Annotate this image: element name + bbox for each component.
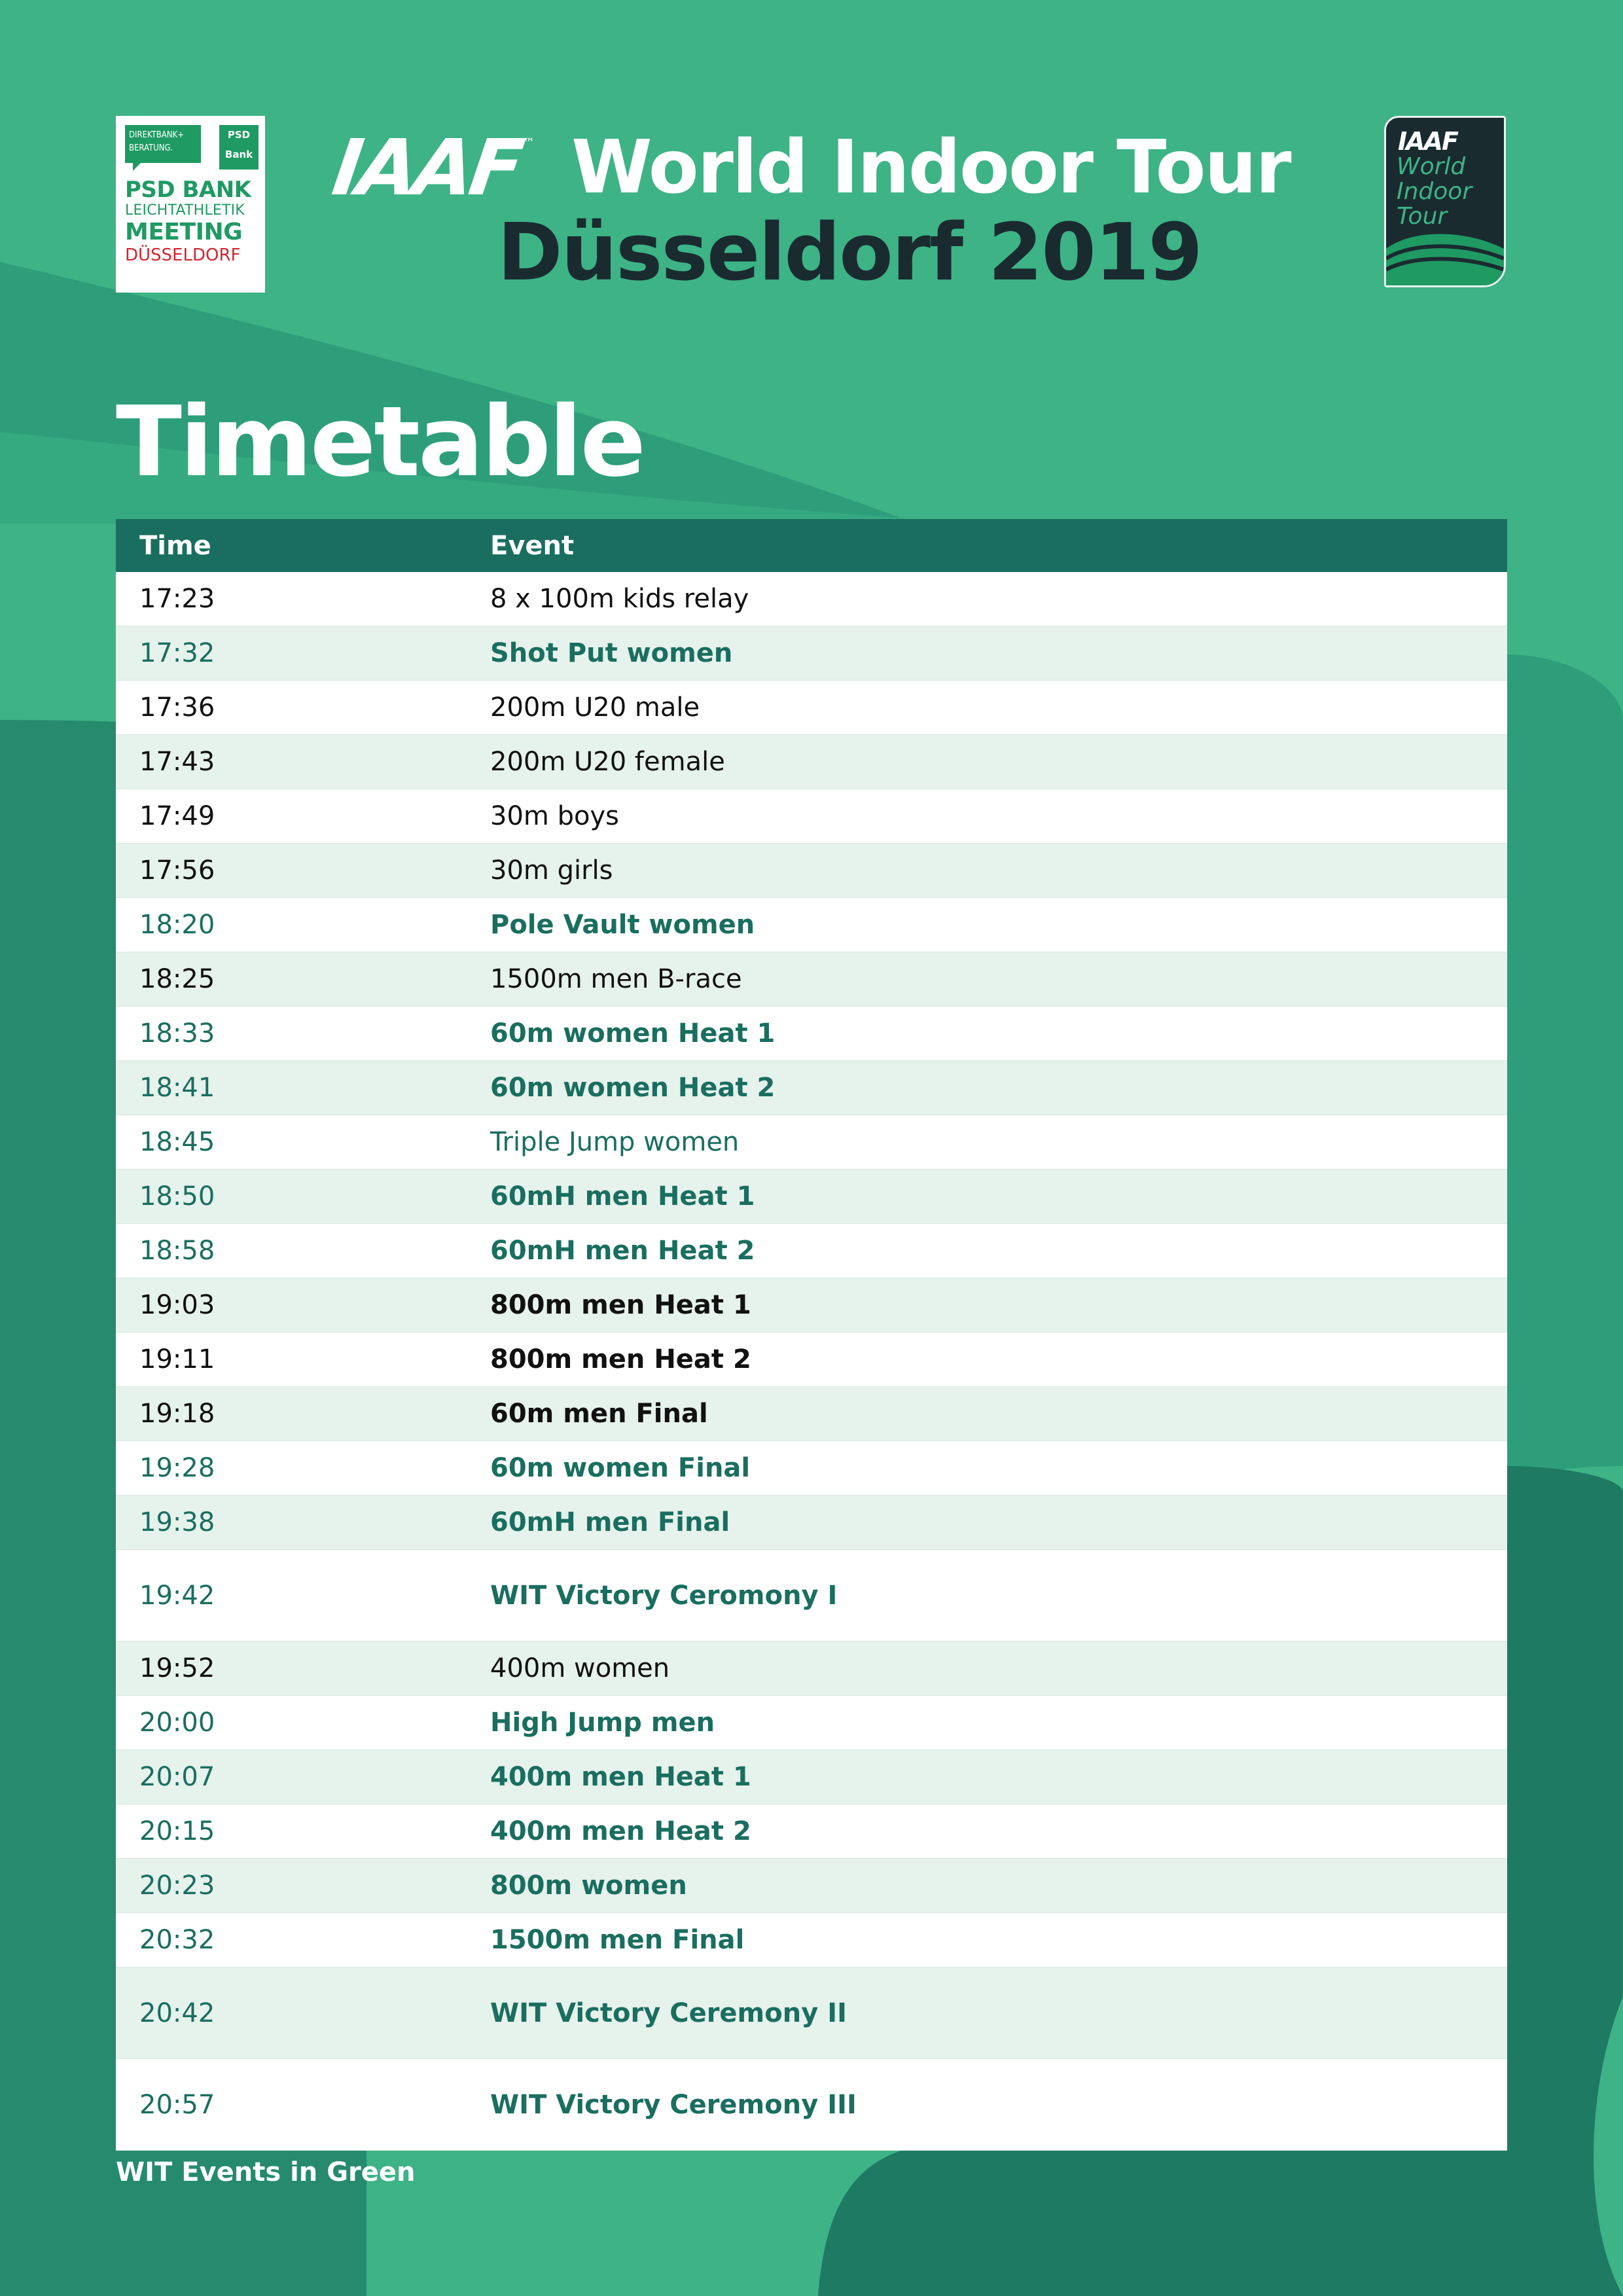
row-time: 18:25 xyxy=(139,964,215,994)
table-row xyxy=(116,1170,1507,1224)
table-row xyxy=(116,898,1507,952)
table-row xyxy=(116,735,1507,789)
table-header xyxy=(116,519,1507,572)
row-event: 30m boys xyxy=(490,801,619,831)
table-row xyxy=(116,1750,1507,1804)
row-time: 17:56 xyxy=(139,855,215,886)
sponsor-line-1: PSD BANK xyxy=(125,177,251,203)
table-row xyxy=(116,1061,1507,1115)
badge-line-2: Indoor xyxy=(1397,178,1472,205)
table-row xyxy=(116,1007,1507,1061)
row-time: 17:49 xyxy=(139,801,215,831)
row-time: 19:38 xyxy=(139,1507,215,1537)
row-time: 17:32 xyxy=(139,638,215,668)
row-event: 800m men Heat 2 xyxy=(490,1344,751,1374)
row-event: 400m women xyxy=(490,1653,670,1683)
row-event: 60mH men Heat 2 xyxy=(490,1236,755,1266)
wit-badge-logo xyxy=(1384,116,1506,287)
table-row xyxy=(116,1550,1507,1641)
row-time: 19:28 xyxy=(139,1453,215,1483)
header-event: Event xyxy=(490,530,575,561)
psd-bank-mark xyxy=(219,125,259,170)
table-row xyxy=(116,789,1507,844)
table-row xyxy=(116,572,1507,626)
row-event: 60m women Heat 2 xyxy=(490,1073,776,1103)
badge-brand: IAAF xyxy=(1398,127,1457,156)
row-event: WIT Victory Ceremony II xyxy=(490,1998,847,2028)
row-event: 200m U20 female xyxy=(490,747,725,777)
row-event: 800m women xyxy=(490,1871,687,1901)
table-row xyxy=(116,1278,1507,1333)
table-row xyxy=(116,2059,1507,2151)
badge-line-3: Tour xyxy=(1397,203,1448,230)
row-event: 800m men Heat 1 xyxy=(490,1290,751,1320)
row-time: 20:00 xyxy=(139,1708,215,1738)
row-event: WIT Victory Ceromony I xyxy=(490,1580,838,1611)
sponsor-bubble-line-1: DIREKTBANK+ xyxy=(129,130,185,140)
table-row xyxy=(116,1696,1507,1750)
row-time: 18:20 xyxy=(139,910,215,940)
row-event: 1500m men Final xyxy=(490,1925,745,1955)
row-time: 18:45 xyxy=(139,1127,215,1157)
row-time: 17:43 xyxy=(139,747,215,777)
row-time: 18:50 xyxy=(139,1181,215,1211)
table-row xyxy=(116,1641,1507,1696)
table-row xyxy=(116,1441,1507,1496)
header-top xyxy=(327,122,1315,213)
row-event: 60mH men Final xyxy=(490,1507,730,1537)
row-time: 18:41 xyxy=(139,1073,215,1103)
row-event: 60m women Final xyxy=(490,1453,751,1483)
table-row xyxy=(116,1496,1507,1550)
table-row xyxy=(116,626,1507,681)
row-time: 20:15 xyxy=(139,1816,215,1846)
table-body xyxy=(116,572,1507,2151)
header-time: Time xyxy=(139,530,211,561)
row-time: 19:03 xyxy=(139,1290,215,1320)
row-event: 60m men Final xyxy=(490,1399,708,1429)
trademark: ™ xyxy=(523,136,535,150)
sponsor-bubble xyxy=(125,125,201,163)
row-event: High Jump men xyxy=(490,1708,715,1738)
psd-mark-line-1: PSD xyxy=(227,129,251,141)
table-row xyxy=(116,1913,1507,1967)
sponsor-line-2: LEICHTATHLETIK xyxy=(125,202,245,219)
table-row xyxy=(116,1804,1507,1859)
badge-line-1: World xyxy=(1397,153,1466,180)
iaaf-logo: IAAF xyxy=(327,122,526,213)
row-event: Pole Vault women xyxy=(490,910,755,940)
row-event: 200m U20 male xyxy=(490,692,700,723)
row-time: 19:42 xyxy=(139,1580,215,1611)
header-subtitle: Düsseldorf 2019 xyxy=(497,207,1202,298)
row-time: 20:42 xyxy=(139,1998,215,2028)
table-row xyxy=(116,844,1507,898)
row-event: 60mH men Heat 1 xyxy=(490,1181,755,1211)
row-time: 20:32 xyxy=(139,1925,215,1955)
table-row xyxy=(116,952,1507,1007)
row-event: WIT Victory Ceremony III xyxy=(490,2089,857,2120)
table-row xyxy=(116,681,1507,735)
row-event: Triple Jump women xyxy=(490,1127,740,1157)
page-title: Timetable xyxy=(116,386,644,498)
row-event: 400m men Heat 1 xyxy=(490,1762,751,1792)
row-time: 18:33 xyxy=(139,1018,215,1049)
row-time: 19:52 xyxy=(139,1653,215,1683)
row-time: 20:57 xyxy=(139,2089,215,2120)
row-event: 60m women Heat 1 xyxy=(490,1018,776,1049)
sponsor-line-3: MEETING xyxy=(125,219,243,245)
table-row xyxy=(116,1224,1507,1278)
track-graphic xyxy=(1386,118,1506,287)
table-row xyxy=(116,1333,1507,1387)
row-time: 20:23 xyxy=(139,1871,215,1901)
row-event: 400m men Heat 2 xyxy=(490,1816,751,1846)
legend-note: WIT Events in Green xyxy=(116,2157,416,2187)
row-event: 8 x 100m kids relay xyxy=(490,584,749,614)
row-time: 18:58 xyxy=(139,1236,215,1266)
row-time: 19:18 xyxy=(139,1399,215,1429)
row-time: 17:36 xyxy=(139,692,215,723)
row-event: Shot Put women xyxy=(490,638,733,668)
header-title: World Indoor Tour xyxy=(571,125,1291,210)
table-row xyxy=(116,1859,1507,1913)
row-event: 1500m men B-race xyxy=(490,964,742,994)
row-event: 30m girls xyxy=(490,855,613,886)
sponsor-line-4: DÜSSELDORF xyxy=(125,245,241,265)
psd-mark-line-2: Bank xyxy=(224,149,253,160)
row-time: 17:23 xyxy=(139,584,215,614)
timetable xyxy=(116,519,1507,2151)
sponsor-bubble-line-2: BERATUNG. xyxy=(129,143,173,153)
table-row xyxy=(116,1967,1507,2059)
row-time: 20:07 xyxy=(139,1762,215,1792)
row-time: 19:11 xyxy=(139,1344,215,1374)
table-row xyxy=(116,1115,1507,1170)
sponsor-logo xyxy=(116,116,265,293)
table-row xyxy=(116,1387,1507,1441)
sponsor-bubble-tail xyxy=(133,163,141,171)
